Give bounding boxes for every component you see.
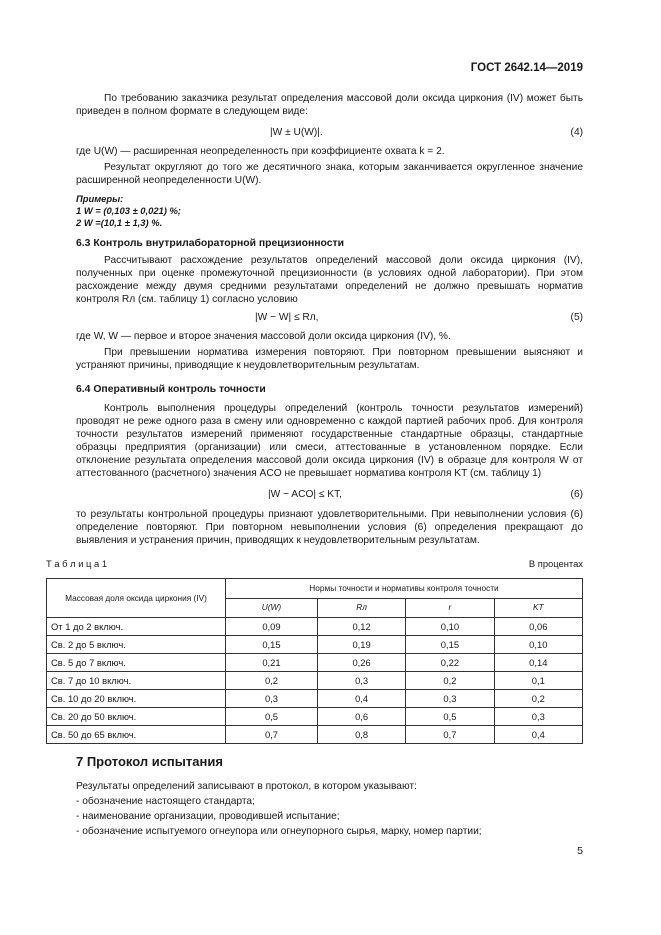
formula-4: |W ± U(W)|. [270, 127, 323, 138]
table-caption: Т а б л и ц а 1 [46, 558, 108, 569]
table-cell: Св. 50 до 65 включ. [47, 726, 226, 744]
section-7-title: 7 Протокол испытания [76, 754, 223, 769]
equation-number-6: (6) [570, 489, 583, 500]
list-item: - наименование организации, проводившей испытание; [76, 811, 340, 822]
table-cell: 0,06 [494, 618, 582, 636]
table-header-norms: Нормы точности и нормативы контроля точности [226, 579, 583, 599]
page-number: 5 [577, 845, 583, 857]
table-units: В процентах [528, 558, 583, 569]
table-cell: 0,7 [226, 726, 318, 744]
where-u-text: где U(W) — расширенная неопределенность при коэффициенте охвата k = 2. [76, 146, 445, 157]
examples-title: Примеры: [76, 193, 124, 204]
rounding-paragraph: Результат округляют до того же десятичного знака, которым заканчивается округленное значение расширенной неопределенности U(W). [76, 162, 583, 186]
table-cell: 0,2 [494, 690, 582, 708]
table-row [47, 672, 583, 690]
table-header-group: Массовая доля оксида циркония (IV) [47, 579, 226, 618]
table-cell: 0,7 [406, 726, 494, 744]
table-subheader: U(W) [226, 598, 318, 618]
equation-number-4: (4) [570, 127, 583, 138]
table-cell: 0,3 [226, 690, 318, 708]
table-cell: Св. 2 до 5 включ. [47, 636, 226, 654]
section-6-3-title: 6.3 Контроль внутрилабораторной прецизионности [76, 238, 344, 249]
equation-number-5: (5) [570, 312, 583, 323]
intro-paragraph: По требованию заказчика результат определения массовой доли оксида циркония (IV) может быть приведен в полном формате в следующем виде: [76, 93, 583, 117]
table-cell: 0,26 [317, 654, 405, 672]
table-cell: 0,8 [317, 726, 405, 744]
section-6-4-title: 6.4 Оперативный контроль точности [76, 384, 266, 395]
table-cell: 0,14 [494, 654, 582, 672]
table-cell: 0,21 [226, 654, 318, 672]
table-row [47, 618, 583, 636]
table-cell: 0,3 [317, 672, 405, 690]
table-cell: 0,5 [226, 708, 318, 726]
table-cell: 0,6 [317, 708, 405, 726]
table-cell: 0,12 [317, 618, 405, 636]
list-item: - обозначение испытуемого огнеупора или огнеупорного сырья, марку, номер партии; [76, 826, 482, 837]
formula-6: |W − ACO| ≤ KT, [268, 489, 343, 500]
table-cell: 0,2 [406, 672, 494, 690]
table-cell: Св. 7 до 10 включ. [47, 672, 226, 690]
table-row [47, 726, 583, 744]
table-cell: 0,15 [406, 636, 494, 654]
table-cell: Св. 20 до 50 включ. [47, 708, 226, 726]
table-cell: 0,1 [494, 672, 582, 690]
table-row [47, 708, 583, 726]
table-row [47, 636, 583, 654]
document-code: ГОСТ 2642.14—2019 [470, 62, 583, 74]
table-row [47, 690, 583, 708]
section-7-intro: Результаты определений записывают в протокол, в котором указывают: [76, 781, 417, 792]
table-cell: От 1 до 2 включ. [47, 618, 226, 636]
table-cell: 0,5 [406, 708, 494, 726]
example-1: 1 W = (0,103 ± 0,021) %; [76, 205, 181, 216]
table-cell: 0,3 [406, 690, 494, 708]
section-6-4-paragraph: Контроль выполнения процедуры определений (контроль точности результатов измерений) проводят не реже одного раза в смену или одновременно с каждой партией рабочих проб. Для контроля точности результатов измерений применяют государственные стандартные образцы, стандартные образцы предприятия (организации) или смеси, аттестованные в установленном порядке. Если отклонение результата определения массовой доли оксида циркония (IV) в образце для контроля W от аттестованного (расчетного) значения ACO не превышает норматива контроля KT (см. таблицу 1) [76, 403, 583, 479]
table-cell: 0,10 [406, 618, 494, 636]
table-1 [46, 578, 583, 744]
table-cell: 0,4 [317, 690, 405, 708]
table-subheader: Rл [317, 598, 405, 618]
table-cell: 0,4 [494, 726, 582, 744]
list-item: - обозначение настоящего стандарта; [76, 796, 255, 807]
table-cell: Св. 5 до 7 включ. [47, 654, 226, 672]
table-cell: 0,09 [226, 618, 318, 636]
table-row [47, 654, 583, 672]
table-cell: 0,10 [494, 636, 582, 654]
table-subheader: KT [494, 598, 582, 618]
repeat-paragraph: При превышении норматива измерения повторяют. При повторном превышении выясняют и устраняют причины, приводящие к неудовлетворительным результатам. [76, 347, 583, 371]
table-cell: 0,3 [494, 708, 582, 726]
where-w-text: где W, W — первое и второе значения массовой доли оксида циркония (IV), %. [76, 331, 451, 342]
table-cell: 0,15 [226, 636, 318, 654]
table-cell: 0,22 [406, 654, 494, 672]
section-6-3-paragraph: Рассчитывают расхождение результатов определений массовой доли оксида циркония (IV), полученных при оценке промежуточной прецизионности (в условиях одной лаборатории). При этом расхождение между двумя средними результатами определений не должно превышать норматив контроля Rл (см. таблицу 1) согласно условию [76, 255, 583, 305]
table-cell: Св. 10 до 20 включ. [47, 690, 226, 708]
example-2: 2 W =(10,1 ± 1,3) %. [76, 217, 163, 228]
table-subheader: r [406, 598, 494, 618]
table-cell: 0,2 [226, 672, 318, 690]
formula-5: |W − W| ≤ Rл, [255, 312, 319, 323]
table-cell: 0,19 [317, 636, 405, 654]
result-paragraph: то результаты контрольной процедуры признают удовлетворительными. При невыполнении условия (6) определение повторяют. При повторном невыполнении условия (6) определения прекращают до выявления и устранения причин, приводящих к неудовлетворительным результатам. [76, 509, 583, 546]
